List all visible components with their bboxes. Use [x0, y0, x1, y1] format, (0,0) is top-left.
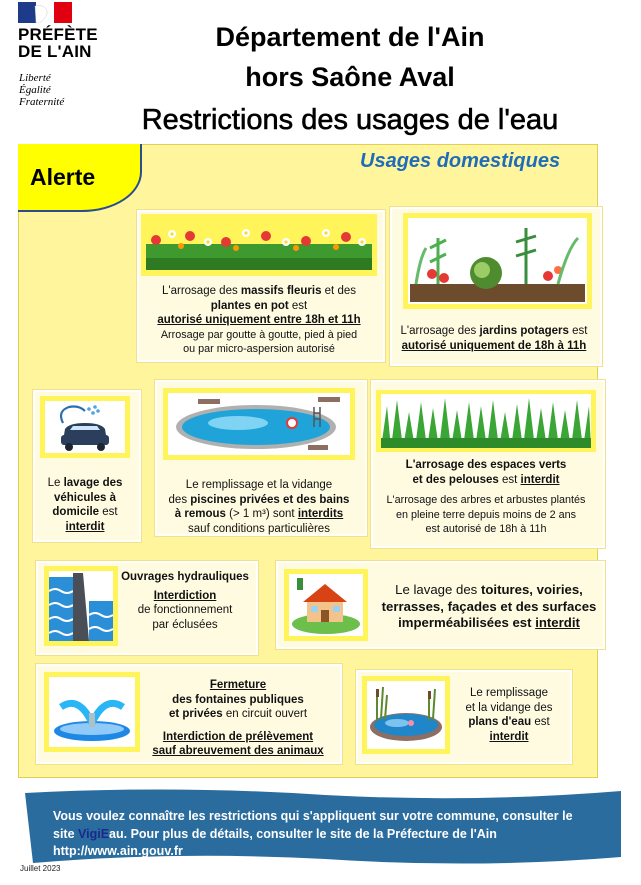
dam-icon: [49, 571, 113, 641]
swimming-pool-icon: [168, 393, 350, 455]
fountains-text: Fermeture des fontaines publiques et privées en circuit ouvert Interdiction de prélèvement sauf abreuvement des animaux: [152, 679, 324, 757]
gardens-text: L'arrosage des jardins potagers est autorisé uniquement de 18h à 11h: [400, 325, 588, 352]
ponds-text: Le remplissage et la vidange des plans d'eau est interdit: [465, 687, 553, 743]
logo-line-2: DE L'AIN: [18, 42, 92, 61]
flower-beds-text: L'arrosage des massifs fleuris et des plantes en pot est autorisé uniquement entre 18h et 11h Arrosage par goutte à goutte, pied à pied ou par micro-aspersion autorisé: [157, 285, 361, 355]
marianne-flag-icon: [18, 2, 72, 23]
vigieau-link[interactable]: VigiEau: [78, 826, 124, 841]
page-title-line-2: hors Saône Aval: [245, 62, 455, 92]
flower-bed-icon: [146, 222, 372, 270]
logo-line-1: PRÉFÈTE: [18, 25, 98, 44]
motto-fraternite: Fraternité: [19, 96, 65, 108]
grass-icon: [381, 394, 591, 448]
page-title-line-3: Restrictions des usages de l'eau: [141, 104, 559, 136]
footer-info-text: Vous voulez connaître les restrictions qui s'appliquent sur votre commune, consulter le site VigiEau. Pour plus de détails, consulter le site de la Préfecture de l'Ain http://www.ain.gouv.fr: [53, 808, 613, 861]
prefecture-logo-title: [18, 26, 98, 60]
green-spaces-text: L'arrosage des espaces verts et des pelouses est interdit L'arrosage des arbres et arbustes plantés en pleine terre depuis moins de 2 ans est autorisé de 18h à 11h: [386, 459, 586, 535]
motto-liberte: Liberté: [19, 72, 51, 84]
republic-motto: [19, 72, 64, 108]
vehicles-text: Le lavage des véhicules à domicile est interdit: [47, 477, 123, 533]
vegetable-garden-icon: [408, 218, 587, 304]
hydraulic-text: Ouvrages hydrauliques Interdiction de fonctionnement par éclusées: [121, 571, 249, 631]
page-title-line-1: Département de l'Ain: [215, 22, 485, 52]
pond-icon: [367, 681, 445, 749]
surface-washing-text: Le lavage des toitures, voiries, terrasses, façades et des surfaces imperméabilisées est interdit: [381, 582, 597, 630]
publication-date: Juillet 2023: [20, 864, 61, 873]
prefecture-url-link[interactable]: http://www.ain.gouv.fr: [53, 844, 183, 858]
page-subtitle: Usages domestiques: [360, 150, 561, 172]
alert-level-label: Alerte: [30, 164, 96, 190]
car-wash-icon: [45, 401, 125, 453]
fountain-icon: [49, 677, 135, 747]
pools-text: Le remplissage et la vidange des piscines privées et des bains à remous (> 1 m³) sont interdits sauf conditions particulières: [168, 479, 350, 535]
motto-egalite: Égalité: [19, 84, 51, 96]
house-icon: [289, 574, 363, 636]
